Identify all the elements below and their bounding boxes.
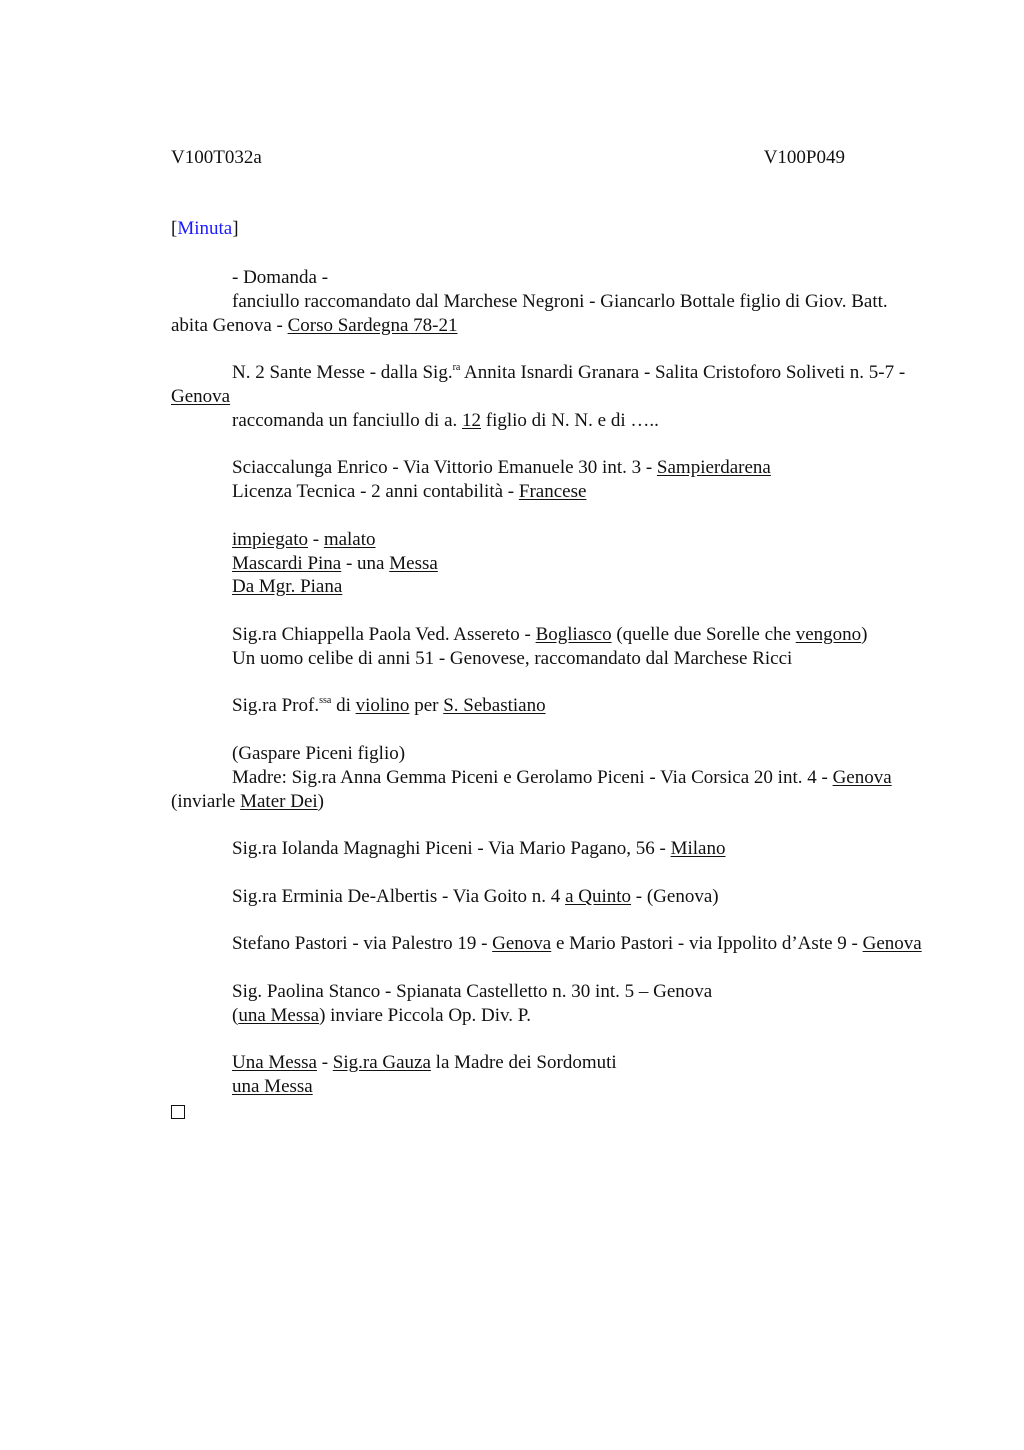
entry-uomo-celibe: Un uomo celibe di anni 51 - Genovese, raccomandato dal Marchese Ricci — [232, 647, 793, 669]
end-square-icon — [171, 1105, 185, 1119]
entry-stanco-messa: (una Messa) inviare Piccola Op. Div. P. — [232, 1004, 532, 1026]
minuta-label — [171, 218, 239, 240]
entry-fanciullo: raccomanda un fanciullo di a. 12 figlio di N. N. e di ….. — [232, 409, 659, 431]
entry-de-albertis: Sig.ra Erminia De-Albertis - Via Goito n. 4 a Quinto - (Genova) — [232, 885, 719, 907]
minuta-link[interactable]: Minuta — [177, 218, 233, 239]
entry-sciaccalunga: Sciaccalunga Enrico - Via Vittorio Emanuele 30 int. 3 - Sampierdarena — [232, 457, 771, 479]
entry-gauza: Una Messa - Sig.ra Gauza la Madre dei Sordomuti — [232, 1052, 617, 1074]
header-left-code: V100T032a — [171, 147, 262, 168]
entry-magnaghi: Sig.ra Iolanda Magnaghi Piceni - Via Mario Pagano, 56 - Milano — [232, 838, 726, 860]
domanda-heading: - Domanda - — [232, 267, 329, 288]
header — [171, 147, 845, 171]
entry-mascardi: Mascardi Pina - una Messa — [232, 552, 438, 574]
entry-isnardi: N. 2 Sante Messe - dalla Sig.$^{ra}$ Annita Isnardi Granara - Salita Cristoforo Soliveti n. 5-7 - Genova — [171, 362, 906, 407]
entry-una-messa: una Messa — [232, 1076, 313, 1098]
entry-negroni: fanciullo raccomandato dal Marchese Negroni - Giancarlo Bottale figlio di Giov. Batt. abita Genova - Corso Sardegna 78-21 — [171, 290, 888, 336]
entry-gaspare: (Gaspare Piceni figlio) — [232, 742, 406, 764]
entry-piana: Da Mgr. Piana — [232, 576, 343, 598]
entry-stanco: Sig. Paolina Stanco - Spianata Castelletto n. 30 int. 5 – Genova — [232, 980, 713, 1002]
document-body — [171, 266, 928, 1126]
header-right-code: V100P049 — [763, 147, 845, 168]
entry-impiegato: impiegato - malato — [232, 528, 376, 550]
bracket-close: ] — [232, 218, 239, 239]
entry-licenza: Licenza Tecnica - 2 anni contabilità - Francese — [232, 481, 587, 503]
bracket-open: [ — [171, 218, 178, 239]
entry-chiappella: Sig.ra Chiappella Paola Ved. Assereto - Bogliasco (quelle due Sorelle che vengono) — [232, 623, 868, 645]
entry-pastori: Stefano Pastori - via Palestro 19 - Genova e Mario Pastori - via Ippolito d’Aste 9 - Genova — [232, 933, 922, 955]
entry-madre-piceni: Madre: Sig.ra Anna Gemma Piceni e Gerolamo Piceni - Via Corsica 20 int. 4 - Genova (inviarle Mater Dei) — [171, 766, 892, 812]
entry-professoressa: Sig.ra Prof.$^{ssa}$ di violino per S. Sebastiano — [232, 695, 546, 717]
